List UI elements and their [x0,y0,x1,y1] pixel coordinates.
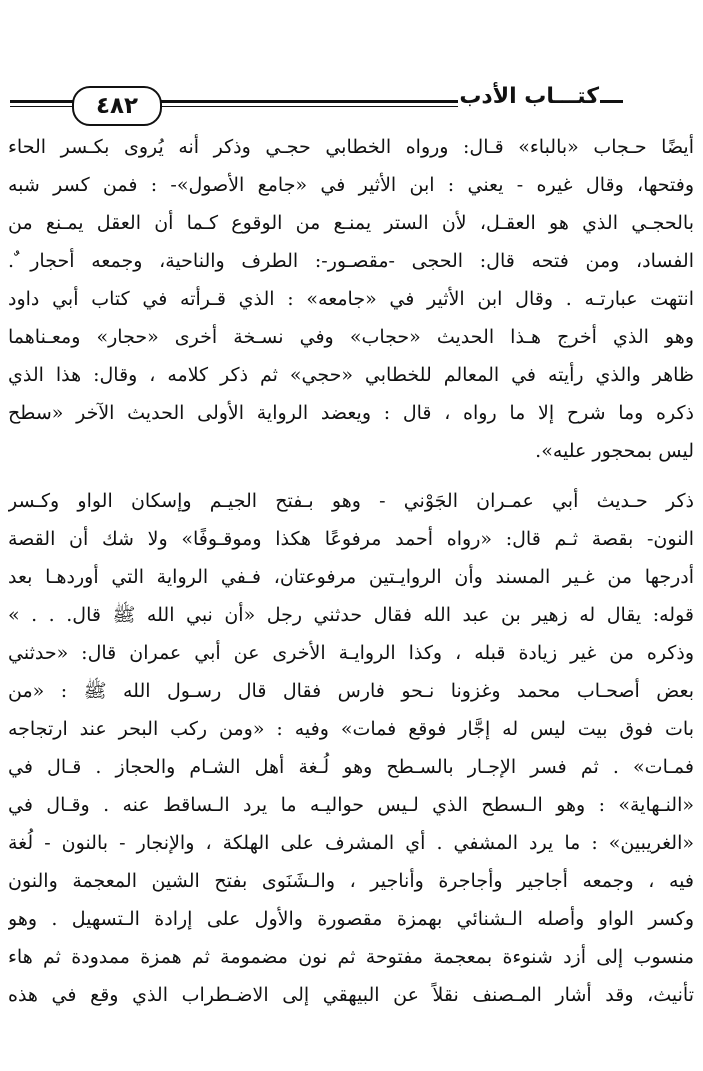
text-line: فمـات» . ثم فسر الإجـار بالسـطح وهو لُـغة أهل الشـام والحجاز . قـال في [8,756,694,778]
text-line: بات فوق بيت ليس له إجَّار فوقع فمات» وفيه : «ومن ركب البحر عند ارتجاجه [8,718,694,740]
text-line: النون- بقصة ثـم قال: «رواه أحمد مرفوعًا هكذا وموقـوفًا» ولا شك أن القصة [8,528,694,550]
text-line: ظاهر والذي رأيته في المعالم للخطابي «حجي» ثم ذكر كلامه ، وقال: هذا الذي [8,364,694,386]
text-line: بالحجـي الذي هو العقـل، لأن الستر يمنـع من الوقوع كـما أن العقل يمـنع من [8,212,694,234]
header-rule-right [600,100,623,103]
header-rule-left-thin [10,106,78,107]
text-line: أيضًا حـجاب «بالباء» قـال: ورواه الخطابي حجـي وذكر أنه يُروى بكـسر الحاء [8,136,694,158]
text-line: وهو الذي أخرج هـذا الحديث «حجاب» وفي نسـخة أخرى «حجار» ومعـناهما [8,326,694,348]
page-number-text: ٤٨٢ [95,93,139,119]
text-line: وفتحها، وقال غيره - يعني : ابن الأثير في «جامع الأصول»- : فمن كسر شبه [8,174,694,196]
text-line: «الغريبين» : ما يرد المشفي . أي المشرف على الهلكة ، والإنجار - بالنون - لُغة [8,832,694,854]
text-line: أدرجها من غـير المسند وأن الروايـتين مرفوعتان، فـفي الرواية التي أوردهـا بعد [8,566,694,588]
text-line: انتهت عبارتـه . وقال ابن الأثير في «جامعه» : الذي قـرأته في كتاب أبي داود [8,288,694,310]
text-line: «النـهاية» : وهو الـسطح الذي لـيس حواليـه ما يرد الـساقط عنه . وقـال في [8,794,694,816]
paragraph-gap [8,470,694,482]
text-line: ليس بمحجور عليه». [535,440,694,462]
text-line: فيه ، وجمعه أجاجير وأجاجرة وأناجير ، والـشَنَوى بفتح الشين المعجمة والنون [8,870,694,892]
header-rule-left [10,100,78,103]
text-line: الفساد، ومن فتحه قال: الحجى -مقصـور-: الطرف والناحية، وجمعه أحجار ٌ. [8,250,694,272]
text-line: بعض أصحـاب محمد وغزونا نـحو فارس فقال قال رسـول الله ﷺ : «من [8,680,694,702]
header-rule-middle [155,100,458,103]
text-line: وذكره من غير زيادة قبله ، وكذا الروايـة الأخرى عن أبي عمران قال: «حدثني [8,642,694,664]
text-line: منسوب إلى أزد شنوءة بمعجمة مفتوحة ثم نون مضمومة ثم همزة ممدودة ثم هاء [8,946,694,968]
text-line: قوله: يقال له زهير بن عبد الله فقال حدثني رجل «أن نبي الله ﷺ قال. . . » [8,604,694,626]
text-line: وكسر الواو وأصله الـشنائي بهمزة مقصورة والأول على إرادة الـتسهيل . وهو [8,908,694,930]
page-number [72,86,162,126]
text-line: تأنيث، وقد أشار المـصنف نقلاً عن البيهقي إلى الاضـطراب الذي وقع في هذه [8,984,694,1006]
text-line: ذكر حـديث أبي عمـران الجَوْني - وهو بـفتح الجيـم وإسكان الواو وكـسر [8,490,694,512]
body-text [8,128,694,1014]
header-rule-middle-thin [155,106,458,107]
paragraph-1 [8,128,694,470]
running-title: كتـــاب الأدب [459,84,599,109]
text-line: ذكره وما شرح إلا ما رواه ، قال : ويعضد الرواية الأولى الحديث الآخر «سطح [8,402,694,424]
paragraph-2 [8,482,694,1014]
